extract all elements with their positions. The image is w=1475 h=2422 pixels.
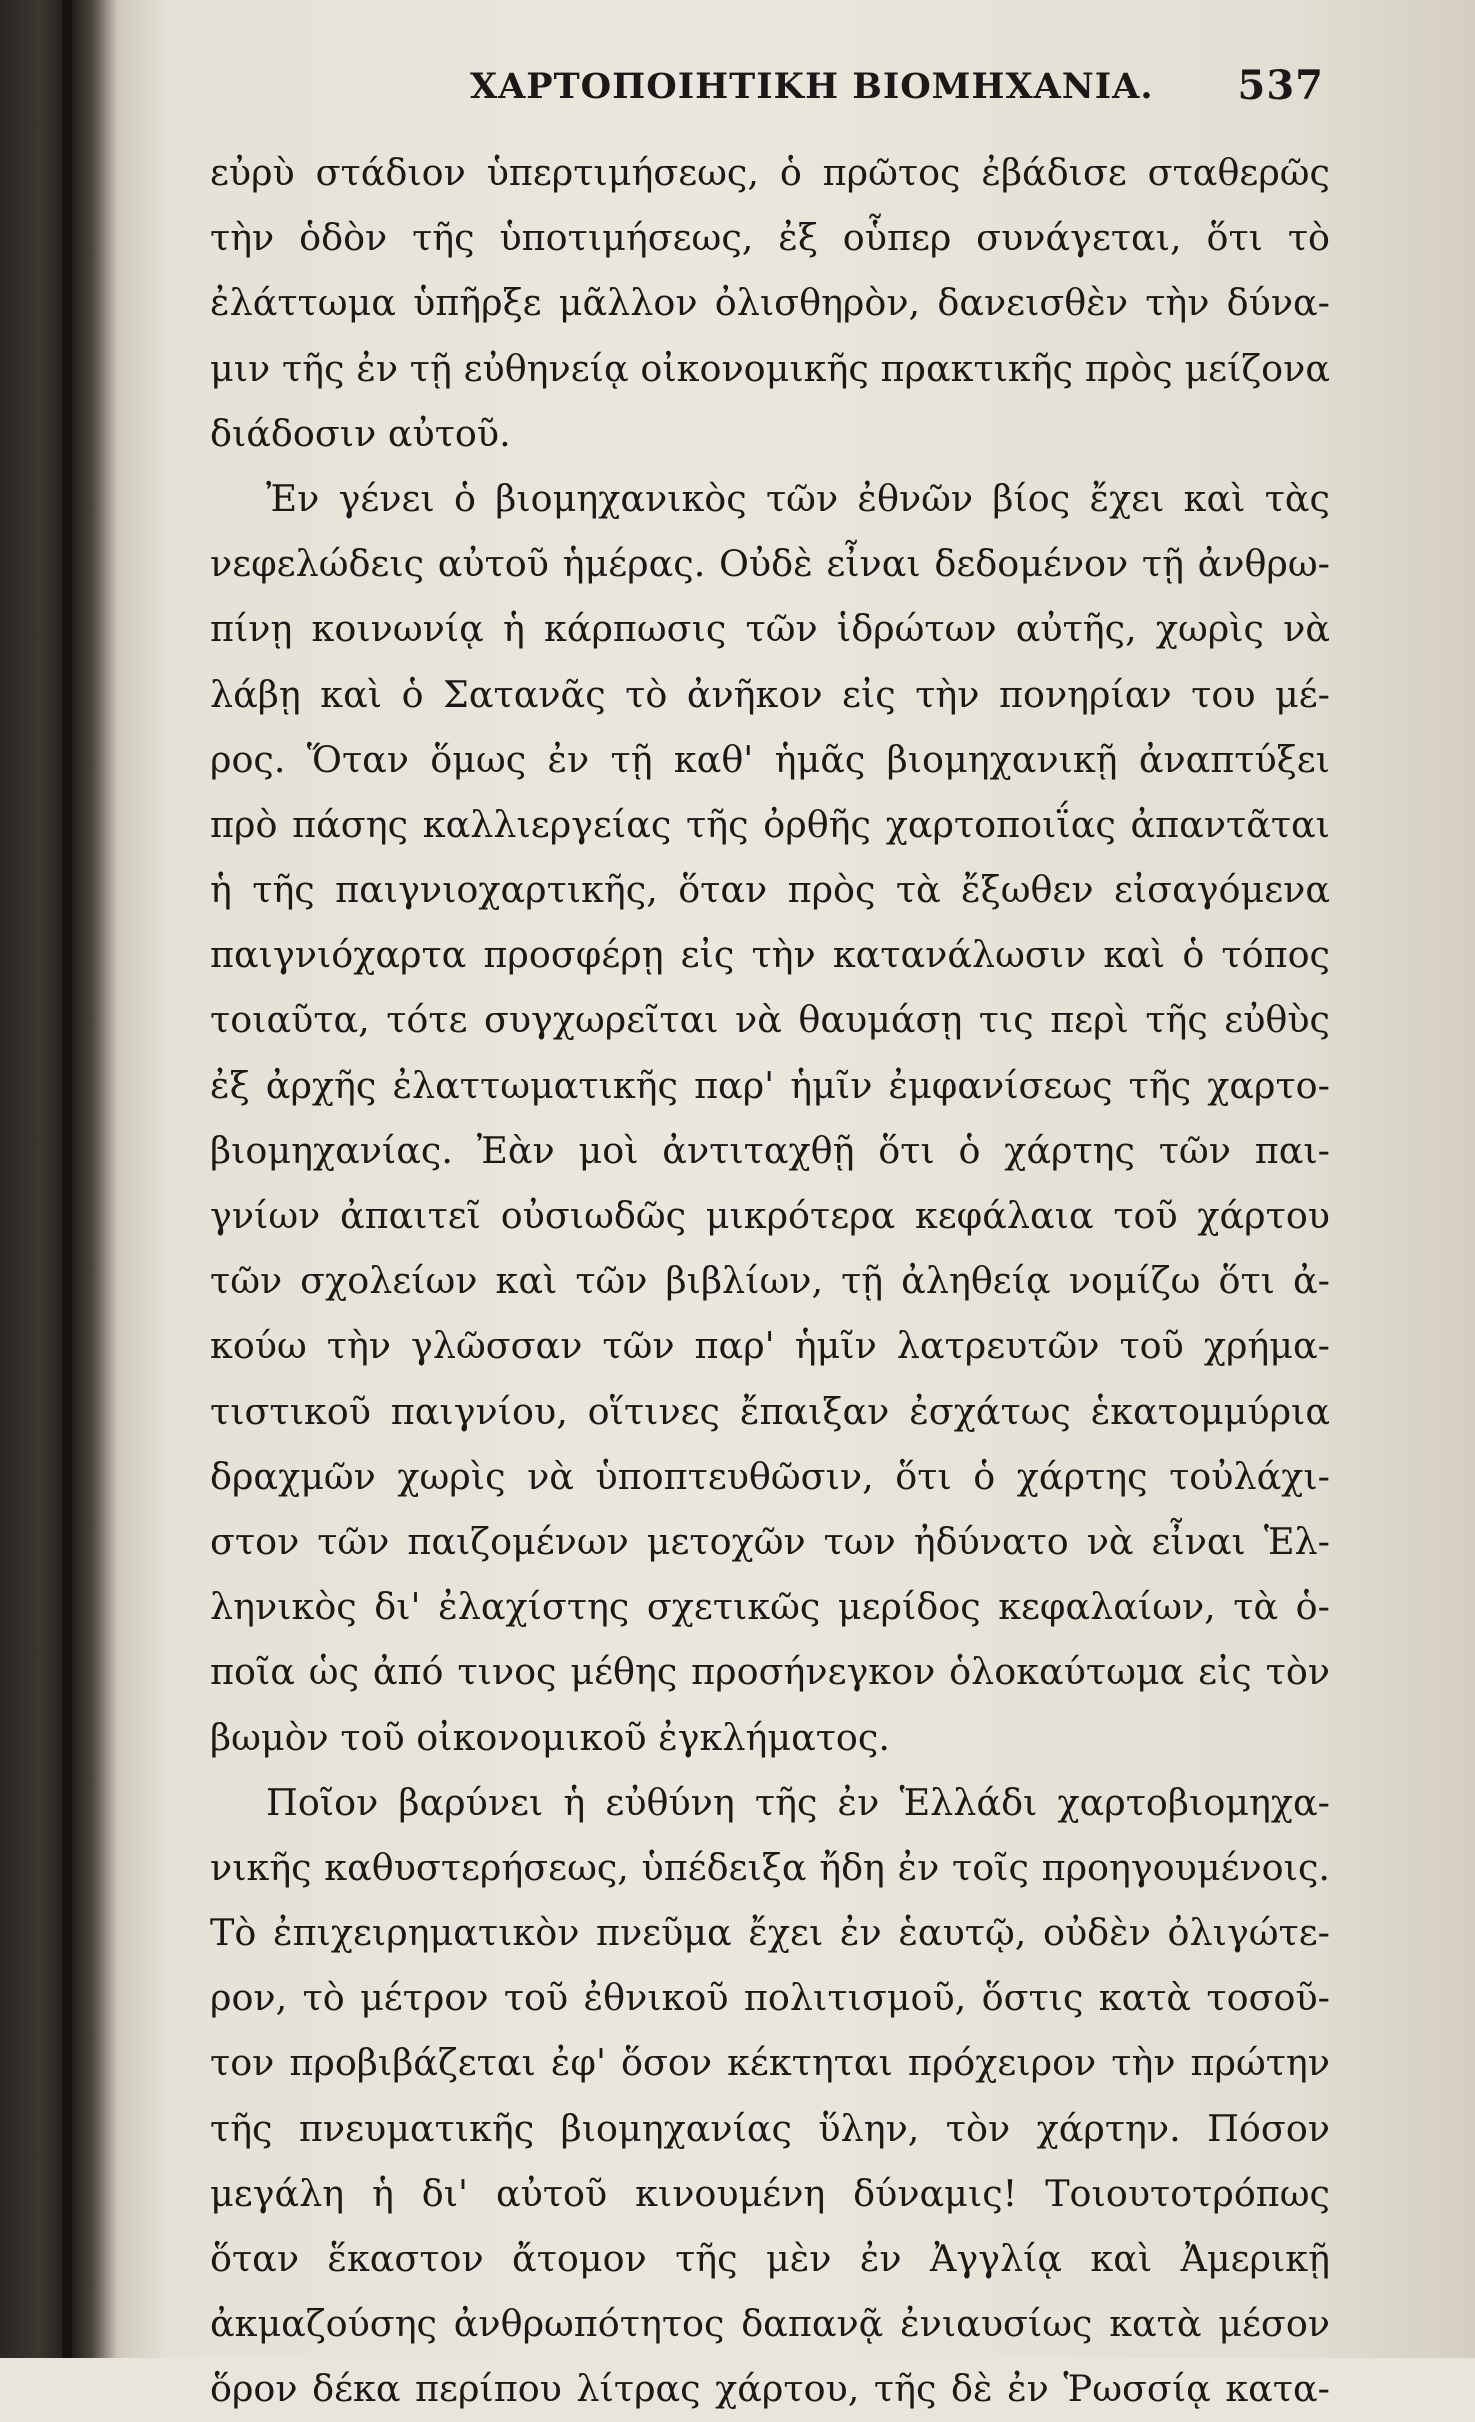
text-line: ποῖα ὡς ἀπό τινος μέθης προσήνεγκον ὁλοκαύτωμα εἰς τὸν	[210, 1650, 1330, 1694]
text-line: Ἐν γένει ὁ βιομηχανικὸς τῶν ἐθνῶν βίος ἔχει καὶ τὰς	[266, 476, 1330, 520]
text-line: ληνικὸς δι' ἐλαχίστης σχετικῶς μερίδος κεφαλαίων, τὰ ὁ-	[210, 1585, 1330, 1629]
text-line: διάδοσιν αὐτοῦ.	[210, 411, 511, 455]
text-line: τον προβιβάζεται ἐφ' ὅσον κέκτηται πρόχειρον τὴν πρώτην	[210, 2041, 1330, 2085]
text-line: ἐξ ἀρχῆς ἐλαττωματικῆς παρ' ἡμῖν ἐμφανίσεως τῆς χαρτο-	[210, 1063, 1330, 1107]
text-line: εὐρὺ στάδιον ὑπερτιμήσεως, ὁ πρῶτος ἐβάδισε σταθερῶς	[210, 151, 1330, 194]
book-gutter-shadow	[62, 0, 72, 2358]
text-line: τῆς πνευματικῆς βιομηχανίας ὕλην, τὸν χάρτην. Πόσον	[210, 2106, 1330, 2150]
text-line: μιν τῆς ἐν τῇ εὐθηνείᾳ οἰκονομικῆς πρακτικῆς πρὸς μείζονα	[210, 346, 1330, 390]
book-page	[210, 58, 1330, 2422]
text-line: νεφελώδεις αὐτοῦ ἡμέρας. Οὐδὲ εἶναι δεδομένον τῇ ἀνθρω-	[210, 542, 1330, 586]
text-line: δραχμῶν χωρὶς νὰ ὑποπτευθῶσιν, ὅτι ὁ χάρτης τοὐλάχι-	[210, 1454, 1330, 1498]
text-line: ὅταν ἕκαστον ἄτομον τῆς μὲν ἐν Ἀγγλίᾳ καὶ Ἀμερικῇ	[210, 2237, 1330, 2280]
text-line: βιομηχανίας. Ἐὰν μοὶ ἀντιταχθῇ ὅτι ὁ χάρτης τῶν παι-	[210, 1128, 1330, 1172]
text-line: ὅρον δέκα περίπου λίτρας χάρτου, τῆς δὲ ἐν Ῥωσσίᾳ κατα-	[210, 2367, 1330, 2411]
text-line: Τὸ ἐπιχειρηματικὸν πνεῦμα ἔχει ἐν ἑαυτῷ, οὐδὲν ὀλιγώτε-	[210, 1911, 1330, 1955]
text-line: ἀκμαζούσης ἀνθρωπότητος δαπανᾷ ἐνιαυσίως κατὰ μέσον	[210, 2302, 1330, 2346]
text-line: πίνῃ κοινωνίᾳ ἡ κάρπωσις τῶν ἱδρώτων αὐτῆς, χωρὶς νὰ	[210, 607, 1330, 651]
text-line: στον τῶν παιζομένων μετοχῶν των ἠδύνατο νὰ εἶναι Ἑλ-	[210, 1519, 1330, 1563]
text-line: μεγάλη ἡ δι' αὐτοῦ κινουμένη δύναμις! Τοιουτοτρόπως	[210, 2171, 1330, 2215]
running-head	[210, 58, 1330, 118]
text-line: Ποῖον βαρύνει ἡ εὐθύνη τῆς ἐν Ἑλλάδι χαρτοβιομηχα-	[266, 1780, 1330, 1824]
text-line: τῶν σχολείων καὶ τῶν βιβλίων, τῇ ἀληθείᾳ νομίζω ὅτι ἀ-	[210, 1259, 1330, 1303]
text-line: νικῆς καθυστερήσεως, ὑπέδειξα ἤδη ἐν τοῖς προηγουμένοις.	[210, 1845, 1330, 1889]
text-line: ρον, τὸ μέτρον τοῦ ἐθνικοῦ πολιτισμοῦ, ὅστις κατὰ τοσοῦ-	[210, 1976, 1330, 2020]
text-line: ἐλάττωμα ὑπῆρξε μᾶλλον ὀλισθηρὸν, δανεισθὲν τὴν δύνα-	[210, 281, 1330, 325]
text-line: τοιαῦτα, τότε συγχωρεῖται νὰ θαυμάσῃ τις περὶ τῆς εὐθὺς	[210, 998, 1330, 1042]
text-line: κούω τὴν γλῶσσαν τῶν παρ' ἡμῖν λατρευτῶν τοῦ χρήμα-	[210, 1324, 1330, 1368]
body-text	[210, 140, 1330, 2422]
text-line: λάβῃ καὶ ὁ Σατανᾶς τὸ ἀνῆκον εἰς τὴν πονηρίαν του μέ-	[210, 672, 1330, 716]
text-line: βωμὸν τοῦ οἰκονομικοῦ ἐγκλήματος.	[210, 1715, 890, 1759]
text-line: παιγνιόχαρτα προσφέρῃ εἰς τὴν κατανάλωσιν καὶ ὁ τόπος	[210, 933, 1330, 977]
text-line: ἡ τῆς παιγνιοχαρτικῆς, ὅταν πρὸς τὰ ἔξωθεν εἰσαγόμενα	[210, 868, 1330, 912]
text-line: τὴν ὁδὸν τῆς ὑποτιμήσεως, ἐξ οὗπερ συνάγεται, ὅτι τὸ	[210, 216, 1330, 260]
text-line: γνίων ἀπαιτεῖ οὐσιωδῶς μικρότερα κεφάλαια τοῦ χάρτου	[210, 1194, 1330, 1237]
text-line: τιστικοῦ παιγνίου, οἵτινες ἔπαιξαν ἐσχάτως ἑκατομμύρια	[210, 1389, 1330, 1433]
text-line: ρος. Ὅταν ὅμως ἐν τῇ καθ' ἡμᾶς βιομηχανικῇ ἀναπτύξει	[210, 737, 1330, 781]
page-number: 537	[1237, 62, 1324, 109]
running-head-title: ΧΑΡΤΟΠΟΙΗΤΙΚΗ ΒΙΟΜΗΧΑΝΙΑ.	[470, 66, 1154, 107]
text-line: πρὸ πάσης καλλιεργείας τῆς ὀρθῆς χαρτοποιΐας ἀπαντᾶται	[210, 802, 1330, 846]
